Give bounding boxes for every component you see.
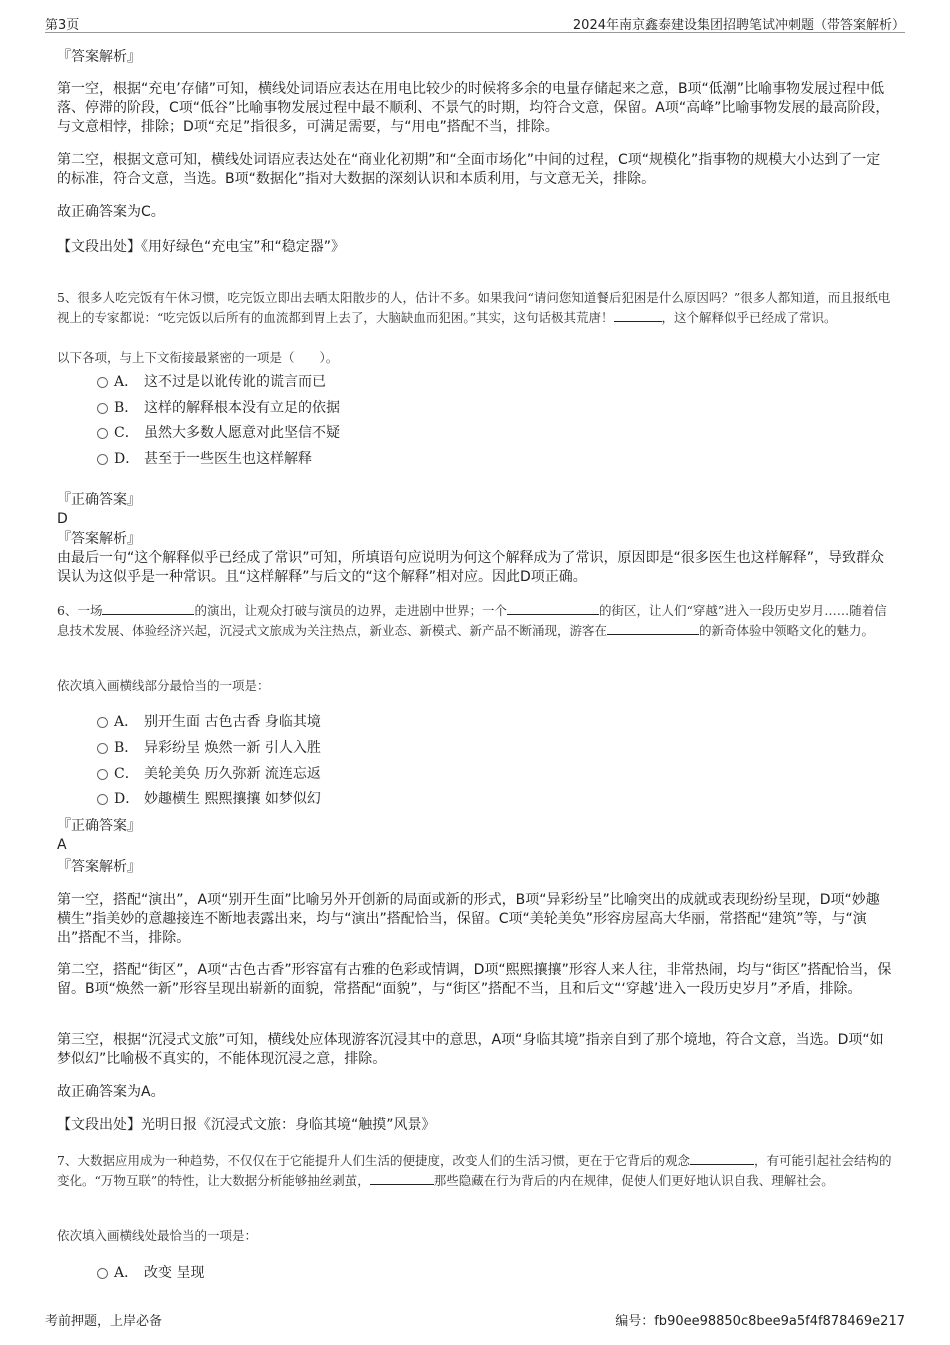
radio-icon[interactable] [97, 794, 108, 805]
q4-analysis-p2: 第二空，根据文意可知，横线处词语应表达处在“商业化初期”和“全面市场化”中间的过程，C项“规模化”指事物的规模大小达到了一定的标准，符合文意，当选。B项“数据化”指对大数据的深刻认识和本质利用，与文意无关，排除。 [57, 152, 881, 187]
q5-analysis: 由最后一句“这个解释似乎已经成了常识”可知，所填语句应说明为何这个解释成为了常识，原因即是“很多医生也这样解释”，导致群众误认为这似乎是一种常识。且“这样解释”与后文的“这个解释”相对应。因此D项正确。 [57, 550, 885, 585]
q6-option-c[interactable]: C． 美轮美奂 历久弥新 流连忘返 [97, 763, 321, 783]
q4-analysis-label: 『答案解析』 [57, 49, 141, 65]
radio-icon[interactable] [97, 717, 108, 728]
q6-analysis-p3: 第三空，根据“沉浸式文旅”可知，横线处应体现游客沉浸其中的意思，A项“身临其境”指亲自到了那个境地，符合文意，当选。D项“如梦似幻”比喻极不真实的，不能体现沉浸之意，排除。 [57, 1032, 884, 1067]
q5-blank [614, 309, 662, 322]
document-title: 2024年南京鑫泰建设集团招聘笔试冲刺题（带答案解析） [572, 18, 905, 33]
footer-code: 编号：fb90ee98850c8bee9a5f4f878469e217 [615, 1314, 905, 1329]
q5-option-d[interactable]: D． 甚至于一些医生也这样解释 [97, 448, 312, 468]
q5-option-c[interactable]: C． 虽然大多数人愿意对此坚信不疑 [97, 422, 340, 442]
q6-blank-1 [102, 602, 194, 615]
radio-icon[interactable] [97, 769, 108, 780]
radio-icon[interactable] [97, 454, 108, 465]
q5-stem [57, 288, 893, 328]
q4-conclusion: 故正确答案为C。 [57, 204, 165, 220]
footer-slogan: 考前押题，上岸必备 [45, 1314, 163, 1329]
q6-analysis-p1: 第一空，搭配“演出”，A项“别开生面”比喻另外开创新的局面或新的形式，B项“异彩纷呈”比喻突出的成就或表现纷纷呈现，D项“妙趣横生”指美妙的意趣接连不断地表露出来，均与“演出”搭配恰当，保留。C项“美轮美奂”形容房屋高大华丽，常搭配“建筑”等，与“演出”搭配不当，排除。 [57, 892, 880, 946]
q5-option-a[interactable]: A． 这不过是以讹传讹的谎言而已 [97, 371, 326, 391]
q7-option-a[interactable]: A． 改变 呈现 [97, 1262, 204, 1282]
q6-analysis-p2: 第二空，搭配“街区”，A项“古色古香”形容富有古雅的色彩或情调，D项“熙熙攘攘”形容人来人往，非常热闹，均与“街区”搭配恰当，保留。B项“焕然一新”形容呈现出崭新的面貌，常搭配“面貌”，与“街区”搭配不当，且和后文“‘穿越’进入一段历史岁月”矛盾，排除。 [57, 962, 892, 997]
radio-icon[interactable] [97, 403, 108, 414]
radio-icon[interactable] [97, 428, 108, 439]
q5-option-b[interactable]: B． 这样的解释根本没有立足的依据 [97, 397, 340, 417]
q6-conclusion: 故正确答案为A。 [57, 1084, 165, 1100]
q7-blank-1 [690, 1152, 754, 1165]
page-number: 第3页 [45, 18, 80, 33]
page-header [45, 10, 905, 33]
q6-source: 【文段出处】光明日报《沉浸式文旅：身临其境“触摸”风景》 [57, 1117, 436, 1133]
q6-prompt: 依次填入画横线部分最恰当的一项是： [57, 678, 270, 693]
q5-answer: D [57, 511, 68, 527]
q6-option-d[interactable]: D． 妙趣横生 熙熙攘攘 如梦似幻 [97, 788, 321, 808]
q5-stem-a: 5、很多人吃完饭有午休习惯，吃完饭立即出去晒太阳散步的人，估计不多。如果我问“请问您知道餐后犯困是什么原因吗？”很多人都知道，而且报纸电视上的专家都说：“吃完饭以后所有的血流都到胃上去了，大脑缺血而犯困。”其实，这句话极其荒唐！ [57, 290, 891, 325]
radio-icon[interactable] [97, 1268, 108, 1279]
q6-blank-2 [507, 602, 599, 615]
q4-analysis-p1: 第一空，根据“充电’存储”可知，横线处词语应表达在用电比较少的时候将多余的电量存储起来之意，B项“低潮”比喻事物发展过程中低落、停滞的阶段，C项“低谷”比喻事物发展过程中最不顺利、不景气的时期，均符合文意，保留。A项“高峰”比喻事物发展的最高阶段，与文意相悖，排除；D项“充足”指很多，可满足需要，与“用电”搭配不当，排除。 [57, 81, 890, 135]
q7-blank-2 [370, 1172, 434, 1185]
q7-prompt: 依次填入画横线处最恰当的一项是： [57, 1228, 258, 1243]
q5-analysis-label: 『答案解析』 [57, 531, 141, 547]
q6-option-b[interactable]: B． 异彩纷呈 焕然一新 引人入胜 [97, 737, 321, 757]
q4-source: 【文段出处】《用好绿色“充电宝”和“稳定器”》 [57, 239, 346, 255]
radio-icon[interactable] [97, 743, 108, 754]
q5-answer-label: 『正确答案』 [57, 492, 141, 508]
q6-stem: 6、一场 的演出，让观众打破与演员的边界，走进剧中世界；一个 的街区，让人们“穿越”进入一段历史岁月……随着信息技术发展、体验经济兴起，沉浸式文旅成为关注热点，新业态、新模式、新产品不断涌现，游客在 的新奇体验中领略文化的魅力。 [57, 603, 887, 638]
q6-analysis-label: 『答案解析』 [57, 859, 141, 875]
q6-answer: A [57, 837, 67, 853]
q6-answer-label: 『正确答案』 [57, 818, 141, 834]
q5-stem-b: ，这个解释似乎已经成了常识。 [661, 310, 837, 325]
q6-blank-3 [607, 622, 699, 635]
q5-prompt: 以下各项，与上下文衔接最紧密的一项是（ ）。 [57, 350, 339, 365]
radio-icon[interactable] [97, 377, 108, 388]
q7-stem: 7、大数据应用成为一种趋势，不仅仅在于它能提升人们生活的便捷度，改变人们的生活习惯，更在于它背后的观念 ，有可能引起社会结构的变化。“万物互联”的特性，让大数据分析能够抽丝剥茧， 那些隐藏在行为背后的内在规律，促使人们更好地认识自我、理解社会。 [57, 1153, 892, 1188]
q6-option-a[interactable]: A． 别开生面 古色古香 身临其境 [97, 711, 321, 731]
